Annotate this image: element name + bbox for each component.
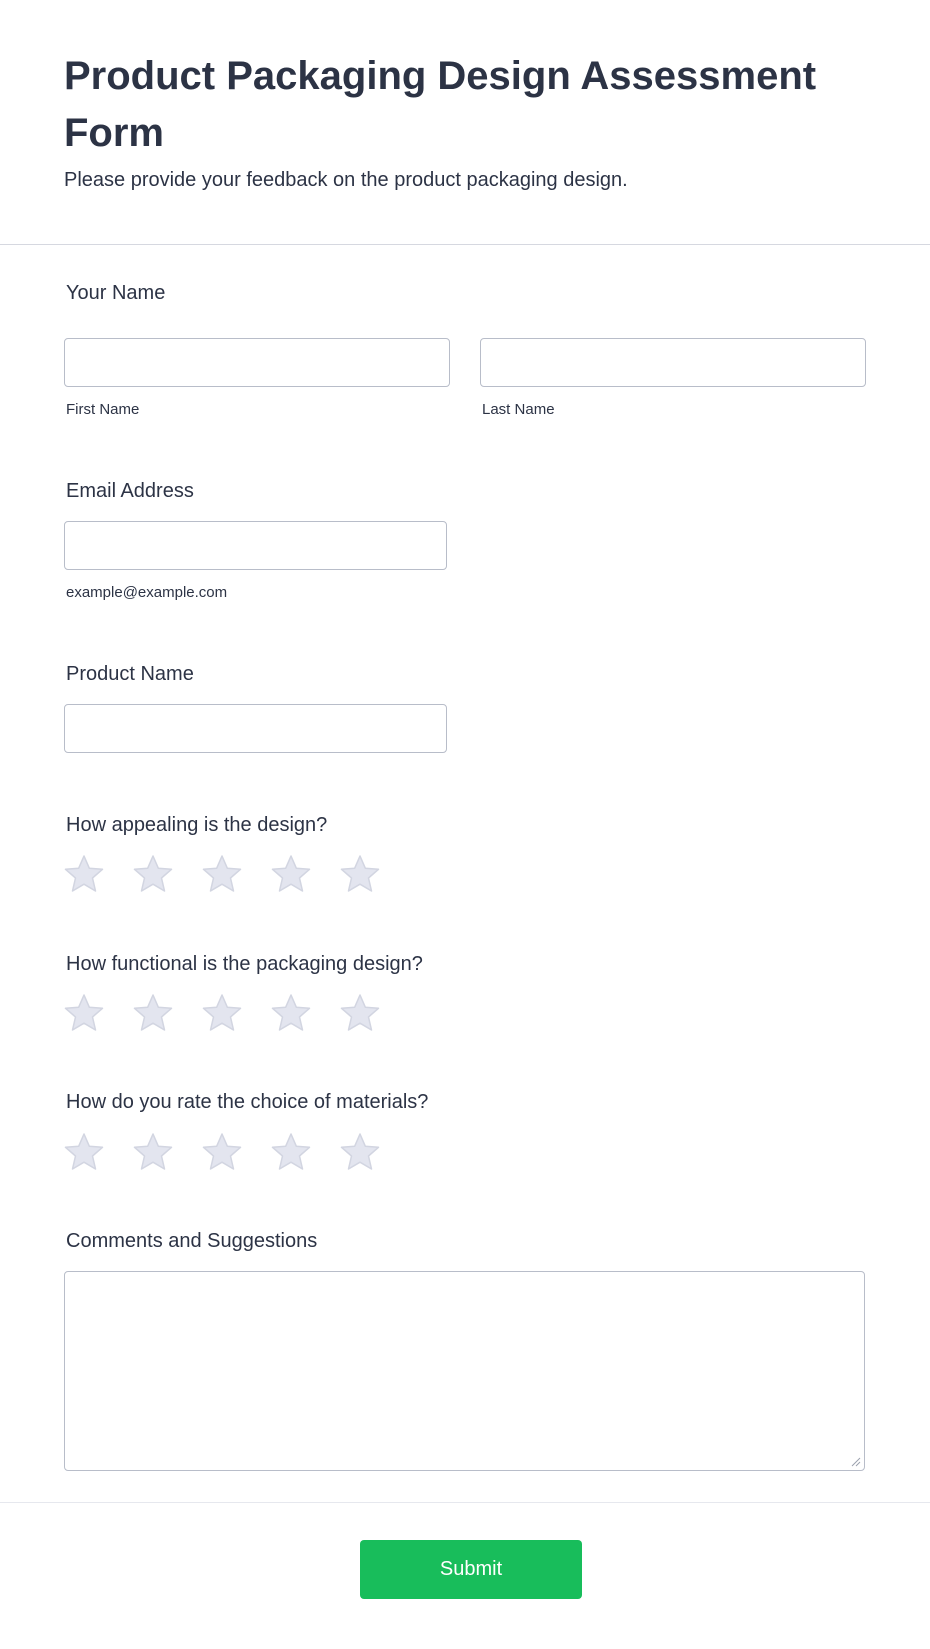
rating-appeal-label: How appealing is the design? (66, 814, 328, 836)
star-icon[interactable] (200, 991, 244, 1035)
rating-appeal-stars (62, 852, 462, 896)
footer-divider (0, 1502, 930, 1503)
rating-materials-stars (62, 1130, 462, 1174)
star-icon[interactable] (131, 852, 175, 896)
rating-function-label: How functional is the packaging design? (66, 953, 423, 975)
comments-textarea[interactable] (64, 1271, 865, 1471)
product-name-label: Product Name (66, 663, 194, 685)
star-icon[interactable] (338, 991, 382, 1035)
star-icon[interactable] (200, 1130, 244, 1174)
last-name-input[interactable] (480, 338, 866, 387)
star-icon[interactable] (269, 1130, 313, 1174)
star-icon[interactable] (338, 1130, 382, 1174)
form-header (0, 0, 930, 245)
email-label: Email Address (66, 480, 194, 502)
star-icon[interactable] (62, 1130, 106, 1174)
resize-grip-icon[interactable] (849, 1455, 861, 1467)
email-sublabel: example@example.com (66, 584, 228, 601)
star-icon[interactable] (62, 991, 106, 1035)
rating-materials-label: How do you rate the choice of materials? (66, 1091, 429, 1113)
product-name-input[interactable] (64, 704, 447, 753)
star-icon[interactable] (62, 852, 106, 896)
form-title: Product Packaging Design Assessment Form (64, 54, 817, 155)
email-input[interactable] (64, 521, 447, 570)
star-icon[interactable] (338, 852, 382, 896)
rating-function-stars (62, 991, 462, 1035)
star-icon[interactable] (269, 991, 313, 1035)
name-label: Your Name (66, 282, 166, 304)
first-name-input[interactable] (64, 338, 450, 387)
star-icon[interactable] (200, 852, 244, 896)
form-subtitle: Please provide your feedback on the product packaging design. (64, 169, 628, 191)
last-name-sublabel: Last Name (482, 401, 555, 418)
first-name-sublabel: First Name (66, 401, 140, 418)
comments-label: Comments and Suggestions (66, 1230, 318, 1252)
star-icon[interactable] (131, 1130, 175, 1174)
submit-button[interactable]: Submit (360, 1540, 582, 1599)
star-icon[interactable] (131, 991, 175, 1035)
star-icon[interactable] (269, 852, 313, 896)
